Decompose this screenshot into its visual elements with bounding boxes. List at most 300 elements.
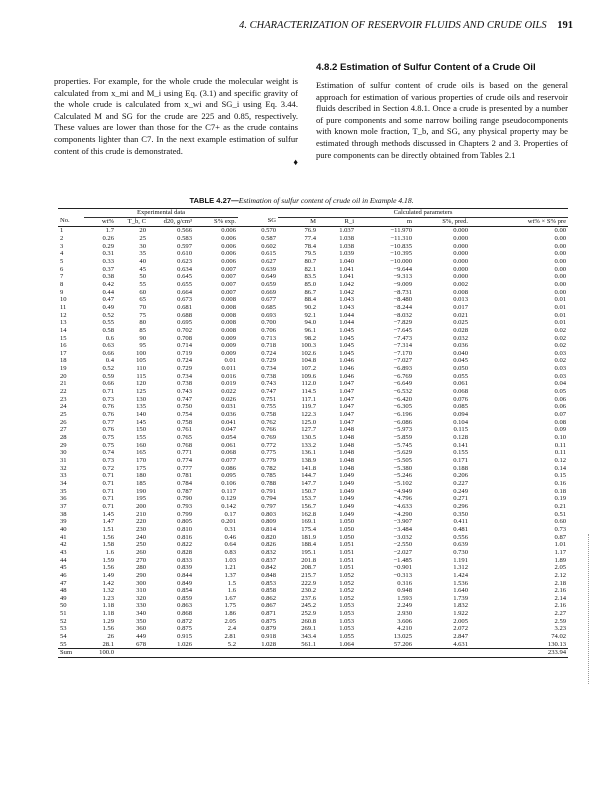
- table-cell: 26: [60, 418, 67, 426]
- table-cell: 1.046: [339, 365, 355, 373]
- group-header-calculated: Calculated parameters: [278, 209, 568, 218]
- table-cell: 0.828: [177, 548, 192, 556]
- table-cell: 0.793: [177, 502, 192, 510]
- table-cell: 1.049: [339, 479, 355, 487]
- table-cell: 2.18: [554, 579, 567, 587]
- table-cell: 175: [136, 464, 146, 472]
- table-cell: 1.01: [554, 541, 567, 549]
- table-cell: −7.645: [393, 326, 413, 334]
- table-cell: 0.068: [221, 449, 237, 457]
- table-cell: 170: [136, 457, 146, 464]
- table-cell: −10.395: [390, 250, 413, 258]
- table-row: [58, 602, 568, 610]
- table-cell: −6.305: [393, 403, 413, 411]
- table-cell: 1.7: [105, 227, 114, 235]
- table-cell: 0.055: [453, 372, 469, 380]
- table-row: [58, 449, 568, 457]
- table-cell: −5.246: [393, 472, 413, 480]
- table-cell: 0.837: [261, 556, 277, 564]
- table-cell: 0.71: [102, 495, 114, 503]
- sum-total: 233.94: [470, 649, 568, 658]
- table-row: [58, 250, 568, 258]
- table-cell: −6.086: [393, 418, 413, 426]
- table-cell: 0.772: [261, 441, 277, 449]
- table-cell: 0.17: [224, 510, 237, 518]
- table-cell: 0.00: [554, 288, 567, 296]
- table-row: [58, 296, 568, 304]
- table-cell: 43: [60, 548, 67, 556]
- table-cell: 0.623: [177, 257, 192, 265]
- table-cell: 75: [139, 311, 146, 319]
- table-cell: 0.706: [261, 326, 277, 334]
- table-row: [58, 526, 568, 534]
- table-cell: 0.771: [177, 449, 192, 457]
- table-cell: 0.000: [453, 265, 469, 273]
- table-cell: 0.76: [102, 411, 114, 419]
- table-cell: 1.67: [224, 594, 237, 602]
- table-cell: 1.038: [339, 242, 355, 250]
- table-cell: 0.01: [224, 357, 237, 365]
- table-cell: 208.7: [301, 564, 317, 572]
- table-cell: 270: [136, 556, 146, 564]
- table-cell: 110: [136, 365, 146, 373]
- table-cell: 1.6: [105, 548, 114, 556]
- table-cell: 0.19: [554, 495, 567, 503]
- table-cell: 0.271: [453, 495, 469, 503]
- table-cell: 1.17: [554, 548, 567, 556]
- table-cell: 155: [136, 434, 146, 442]
- table-cell: 0.03: [554, 365, 567, 373]
- table-cell: 0.587: [261, 234, 277, 242]
- table-cell: 0.627: [261, 257, 277, 265]
- table-cell: 0.000: [453, 227, 469, 235]
- table-cell: 1.041: [339, 273, 355, 281]
- table-cell: 175.4: [301, 525, 317, 533]
- table-row: [58, 480, 568, 488]
- table-cell: 0.117: [221, 487, 237, 495]
- sum-empty-cell: [148, 649, 194, 658]
- table-cell: 4.631: [453, 640, 469, 648]
- table-cell: 0.750: [177, 403, 192, 411]
- sum-empty-cell: [116, 649, 148, 658]
- table-cell: 0.784: [177, 479, 192, 487]
- table-cell: 0.556: [453, 533, 469, 541]
- table-cell: −8.244: [393, 303, 413, 311]
- table-row: [58, 403, 568, 411]
- table-cell: 10: [60, 296, 67, 304]
- right-paragraph: Estimation of sulfur content of crude oils is based on the general approach for estimation of various properties of crude oils and reservoir fluids described in Section 4.8.1. Once a crude is presented by a number of pure components and some narrow boiling range pseudocomponents with known mole fraction, T_b, and SG, any physical property may be estimated through methods discussed in Chapters 2 and 3. Properties of pure components can be directly obtained from Tables 2.1: [316, 80, 568, 160]
- table-cell: 0.73: [554, 525, 567, 533]
- table-cell: −5.380: [393, 464, 413, 472]
- table-cell: 0.71: [102, 487, 114, 495]
- table-cell: 0.863: [177, 602, 192, 610]
- table-cell: 1.044: [339, 311, 355, 319]
- table-cell: 230.2: [301, 587, 317, 595]
- table-cell: 2.05: [554, 564, 567, 572]
- table-cell: 160: [136, 441, 146, 449]
- table-cell: 0.031: [221, 403, 237, 411]
- table-cell: 1.050: [339, 533, 355, 541]
- table-cell: −9.313: [393, 273, 413, 281]
- table-cell: 0.685: [261, 303, 277, 311]
- table-cell: 0.06: [554, 395, 567, 403]
- table-cell: 1.039: [339, 250, 355, 258]
- column-header: m: [356, 217, 414, 227]
- table-cell: −7.473: [393, 334, 413, 342]
- table-cell: 1.047: [339, 395, 355, 403]
- table-row: [58, 457, 568, 465]
- table-cell: 230: [136, 525, 146, 533]
- table-cell: 0.769: [261, 434, 277, 442]
- table-cell: 0.15: [554, 472, 567, 480]
- table-cell: 102.6: [301, 349, 317, 357]
- table-cell: 0.01: [554, 303, 567, 311]
- table-cell: 0.72: [102, 464, 114, 472]
- table-cell: 1.049: [339, 510, 355, 518]
- table-cell: 245.2: [301, 602, 317, 610]
- table-cell: 1.49: [102, 571, 114, 579]
- table-cell: 1.048: [339, 464, 355, 472]
- table-cell: −8.032: [393, 311, 413, 319]
- table-row: [58, 472, 568, 480]
- table-cell: 0.76: [102, 403, 114, 411]
- table-cell: 1.064: [339, 640, 355, 648]
- table-cell: 98.2: [304, 334, 317, 342]
- table-cell: 85.0: [304, 280, 317, 288]
- table-cell: 0.08: [554, 418, 567, 426]
- table-caption-text: Estimation of sulfur content of crude oil in Example 4.18.: [238, 196, 414, 205]
- table-cell: 0.71: [102, 502, 114, 510]
- table-cell: 1.049: [339, 487, 355, 495]
- section-heading: 4.8.2 Estimation of Sulfur Content of a Crude Oil: [316, 62, 536, 73]
- table-cell: 0.766: [261, 426, 277, 434]
- table-cell: −0.313: [393, 571, 413, 579]
- table-cell: 0.11: [554, 441, 567, 449]
- column-header: M: [278, 217, 318, 227]
- table-cell: 1.052: [339, 587, 355, 595]
- table-cell: 0.747: [261, 388, 277, 396]
- table-cell: 29: [60, 441, 67, 449]
- table-cell: 1.047: [339, 388, 355, 396]
- sum-empty-cell: [318, 649, 356, 658]
- table-cell: 340: [136, 610, 146, 618]
- column-header: S% exp.: [194, 217, 238, 227]
- table-cell: 0.128: [453, 434, 469, 442]
- table-cell: 449: [136, 633, 146, 641]
- table-cell: 1.043: [339, 296, 355, 304]
- table-cell: 0.49: [102, 303, 114, 311]
- table-cell: 117.1: [301, 395, 317, 403]
- table-cell: 0.787: [177, 487, 192, 495]
- table-cell: 1.6: [227, 587, 237, 595]
- table-cell: 1.051: [339, 556, 355, 564]
- table-cell: 185: [136, 479, 146, 487]
- table-cell: 1.86: [224, 610, 237, 618]
- table-cell: 0.51: [554, 510, 567, 518]
- table-cell: 26: [107, 633, 114, 641]
- table-cell: 0.708: [177, 334, 192, 342]
- table-cell: 0.6: [105, 334, 114, 342]
- right-column: [316, 80, 568, 161]
- table-cell: 0.566: [177, 227, 192, 235]
- table-cell: 32: [60, 464, 67, 472]
- table-cell: 1.044: [339, 319, 355, 327]
- table-cell: 0.03: [554, 372, 567, 380]
- table-cell: 40: [60, 525, 67, 533]
- table-cell: −2.550: [393, 541, 413, 549]
- table-cell: 0.022: [221, 388, 237, 396]
- table-cell: 169.1: [301, 518, 317, 526]
- table-cell: 0.31: [102, 250, 114, 258]
- table-cell: 0.803: [261, 510, 277, 518]
- table-cell: 0.859: [177, 594, 192, 602]
- table-cell: 0.768: [177, 441, 192, 449]
- table-cell: 0.639: [261, 265, 277, 273]
- table-cell: 19: [60, 365, 67, 373]
- table-cell: 0.751: [261, 395, 277, 403]
- table-cell: 15: [60, 334, 67, 342]
- table-cell: 0.794: [261, 495, 277, 503]
- table-cell: −3.907: [393, 518, 413, 526]
- table-cell: 0.724: [261, 349, 277, 357]
- table-cell: 0.18: [554, 487, 567, 495]
- table-cell: 195.1: [301, 548, 317, 556]
- table-cell: 0.008: [221, 319, 237, 327]
- table-cell: 0.73: [102, 395, 114, 403]
- table-cell: 0.007: [221, 288, 237, 296]
- table-cell: 0.747: [177, 395, 192, 403]
- table-cell: 0.826: [261, 541, 277, 549]
- left-column: [54, 76, 298, 169]
- table-cell: 0.55: [102, 319, 114, 327]
- table-cell: 2.005: [453, 617, 469, 625]
- table-cell: 0.688: [177, 311, 192, 319]
- table-cell: 0.738: [177, 380, 192, 388]
- table-cell: 0.01: [554, 311, 567, 319]
- table-cell: 0.006: [221, 234, 237, 242]
- table-cell: 0.032: [453, 334, 469, 342]
- table-cell: 1.29: [102, 617, 114, 625]
- table-cell: 0.655: [177, 280, 192, 288]
- table-cell: 0.60: [554, 518, 567, 526]
- table-cell: 109.6: [301, 372, 317, 380]
- table-cell: 1.58: [102, 541, 114, 549]
- table-cell: 0.47: [102, 296, 114, 304]
- table-cell: 112.0: [301, 380, 317, 388]
- running-header: [40, 20, 573, 36]
- table-cell: 0.00: [554, 273, 567, 281]
- table-cell: 30: [60, 449, 67, 457]
- table-cell: 0.659: [261, 280, 277, 288]
- table-cell: 0.849: [177, 579, 192, 587]
- table-cell: 0.762: [261, 418, 277, 426]
- table-cell: −7.314: [393, 342, 413, 350]
- table-cell: 3.606: [397, 617, 413, 625]
- table-cell: 0.858: [261, 587, 277, 595]
- table-cell: 252.9: [301, 610, 317, 618]
- table-cell: 0.714: [177, 342, 192, 350]
- table-cell: 2.59: [554, 617, 567, 625]
- table-cell: 1.18: [102, 602, 114, 610]
- table-cell: 0.839: [177, 564, 192, 572]
- table-cell: 41: [60, 533, 67, 541]
- table-cell: 83.5: [304, 273, 317, 281]
- table-cell: 0.695: [177, 319, 192, 327]
- table-cell: 0.31: [224, 525, 237, 533]
- table-cell: 0.085: [453, 403, 469, 411]
- table-cell: 1.048: [339, 426, 355, 434]
- table-cell: 1.052: [339, 594, 355, 602]
- table-cell: 0.206: [453, 472, 469, 480]
- table-cell: 1.59: [102, 556, 114, 564]
- table-cell: 1.045: [339, 342, 355, 350]
- table-cell: 0.75: [102, 441, 114, 449]
- table-row: [58, 557, 568, 565]
- table-cell: 5.2: [227, 640, 237, 648]
- table-cell: 31: [60, 457, 67, 464]
- table-cell: 1.041: [339, 265, 355, 273]
- table-cell: 0.002: [453, 280, 469, 288]
- table-cell: 85: [139, 326, 146, 334]
- table-cell: 100: [136, 349, 146, 357]
- table-cell: 360: [136, 625, 146, 633]
- table-cell: 50: [139, 273, 146, 281]
- page-number: 191: [557, 20, 573, 31]
- table-cell: 0.00: [554, 234, 567, 242]
- table-cell: 9: [60, 288, 64, 296]
- table-cell: 27: [60, 426, 67, 434]
- table-cell: 140: [136, 411, 146, 419]
- table-cell: 0.44: [102, 288, 114, 296]
- table-cell: 0.790: [177, 495, 192, 503]
- table-cell: −5.859: [393, 434, 413, 442]
- table-cell: 65: [139, 296, 146, 304]
- table-cell: 2.930: [397, 610, 413, 618]
- table-cell: 36: [60, 495, 67, 503]
- table-cell: −5.745: [393, 441, 413, 449]
- table-cell: 104.8: [301, 357, 317, 365]
- table-row: [58, 312, 568, 320]
- table-cell: 1.047: [339, 380, 355, 388]
- table-cell: −6.893: [393, 365, 413, 373]
- table-cell: 0.700: [261, 319, 277, 327]
- table-cell: 0.025: [453, 319, 469, 327]
- table-cell: 14: [60, 326, 67, 334]
- table-cell: 0.02: [554, 334, 567, 342]
- table-cell: 90.2: [304, 303, 317, 311]
- table-cell: 0.041: [221, 418, 237, 426]
- table-row: [58, 273, 568, 281]
- table-cell: 4.210: [397, 625, 413, 633]
- table-cell: −1.485: [393, 556, 413, 564]
- table-cell: 1.5: [227, 579, 237, 587]
- table-cell: 0.011: [221, 365, 237, 373]
- table-cell: −4.796: [393, 495, 413, 503]
- table-cell: 144.7: [301, 472, 317, 480]
- table-cell: −6.769: [393, 372, 413, 380]
- table-cell: 0.774: [177, 457, 192, 464]
- table-cell: 1.51: [102, 525, 114, 533]
- table-cell: −2.027: [393, 548, 413, 556]
- table-cell: 28.1: [102, 640, 114, 648]
- table-cell: 135: [136, 403, 146, 411]
- table-cell: 1.042: [339, 288, 355, 296]
- column-header-row: [58, 217, 568, 227]
- table-cell: 25: [139, 234, 146, 242]
- table-cell: 0.16: [554, 479, 567, 487]
- table-cell: 0.673: [177, 296, 192, 304]
- table-cell: 0.37: [102, 265, 114, 273]
- table-cell: 17: [60, 349, 67, 357]
- table-cell: 0.007: [221, 265, 237, 273]
- table-cell: 320: [136, 594, 146, 602]
- table-cell: 1.052: [339, 579, 355, 587]
- table-cell: 114.5: [301, 388, 317, 396]
- table-cell: 190: [136, 487, 146, 495]
- table-cell: 0.000: [453, 257, 469, 265]
- table-cell: −6.420: [393, 395, 413, 403]
- table-cell: 0.872: [177, 617, 192, 625]
- table-cell: 1.048: [339, 457, 355, 464]
- table-cell: 0.06: [554, 403, 567, 411]
- table-cell: 0.00: [554, 257, 567, 265]
- table-cell: 0.52: [102, 365, 114, 373]
- table-cell: 240: [136, 533, 146, 541]
- table-cell: 0.597: [177, 242, 192, 250]
- table-cell: 0.777: [177, 464, 192, 472]
- table-row: [58, 572, 568, 580]
- table-label: TABLE 4.27—: [189, 196, 239, 205]
- running-title: 4. CHARACTERIZATION OF RESERVOIR FLUIDS AND CRUDE OILS: [239, 20, 547, 31]
- table-cell: 1.739: [453, 594, 469, 602]
- table-cell: 0.781: [177, 472, 192, 480]
- table-cell: 0.853: [261, 579, 277, 587]
- table-cell: 74.02: [551, 633, 567, 641]
- table-cell: 0.799: [177, 510, 192, 518]
- table-cell: 0.948: [397, 587, 413, 595]
- table-cell: 0.64: [224, 541, 237, 549]
- table-cell: 165: [136, 449, 146, 457]
- table-row: [58, 541, 568, 549]
- table-cell: 0.03: [554, 349, 567, 357]
- table-cell: 1.56: [102, 625, 114, 633]
- table-cell: 0.028: [453, 326, 469, 334]
- table-cell: 0.188: [453, 464, 469, 472]
- column-header: SG: [238, 217, 278, 227]
- table-row: [58, 534, 568, 542]
- table-cell: 1.42: [102, 579, 114, 587]
- table-cell: 0.702: [177, 326, 192, 334]
- table-cell: 2.05: [224, 617, 237, 625]
- table-row: [58, 618, 568, 626]
- table-cell: 0.73: [102, 457, 114, 464]
- table-cell: 260: [136, 548, 146, 556]
- table-cell: 100.3: [301, 342, 317, 350]
- table-cell: 0.036: [221, 411, 237, 419]
- table-cell: 0.719: [177, 349, 192, 357]
- table-cell: −4.949: [393, 487, 413, 495]
- table-cell: 20: [139, 227, 146, 235]
- table-cell: −9.009: [393, 280, 413, 288]
- table-cell: 0.729: [261, 357, 277, 365]
- table-cell: −5.505: [393, 457, 413, 464]
- table-cell: 0.615: [261, 250, 277, 258]
- table-cell: 0.350: [453, 510, 469, 518]
- table-cell: 0.21: [554, 502, 567, 510]
- table-row: [58, 304, 568, 312]
- table-cell: 2.12: [554, 571, 567, 579]
- table-cell: 0.734: [261, 365, 277, 373]
